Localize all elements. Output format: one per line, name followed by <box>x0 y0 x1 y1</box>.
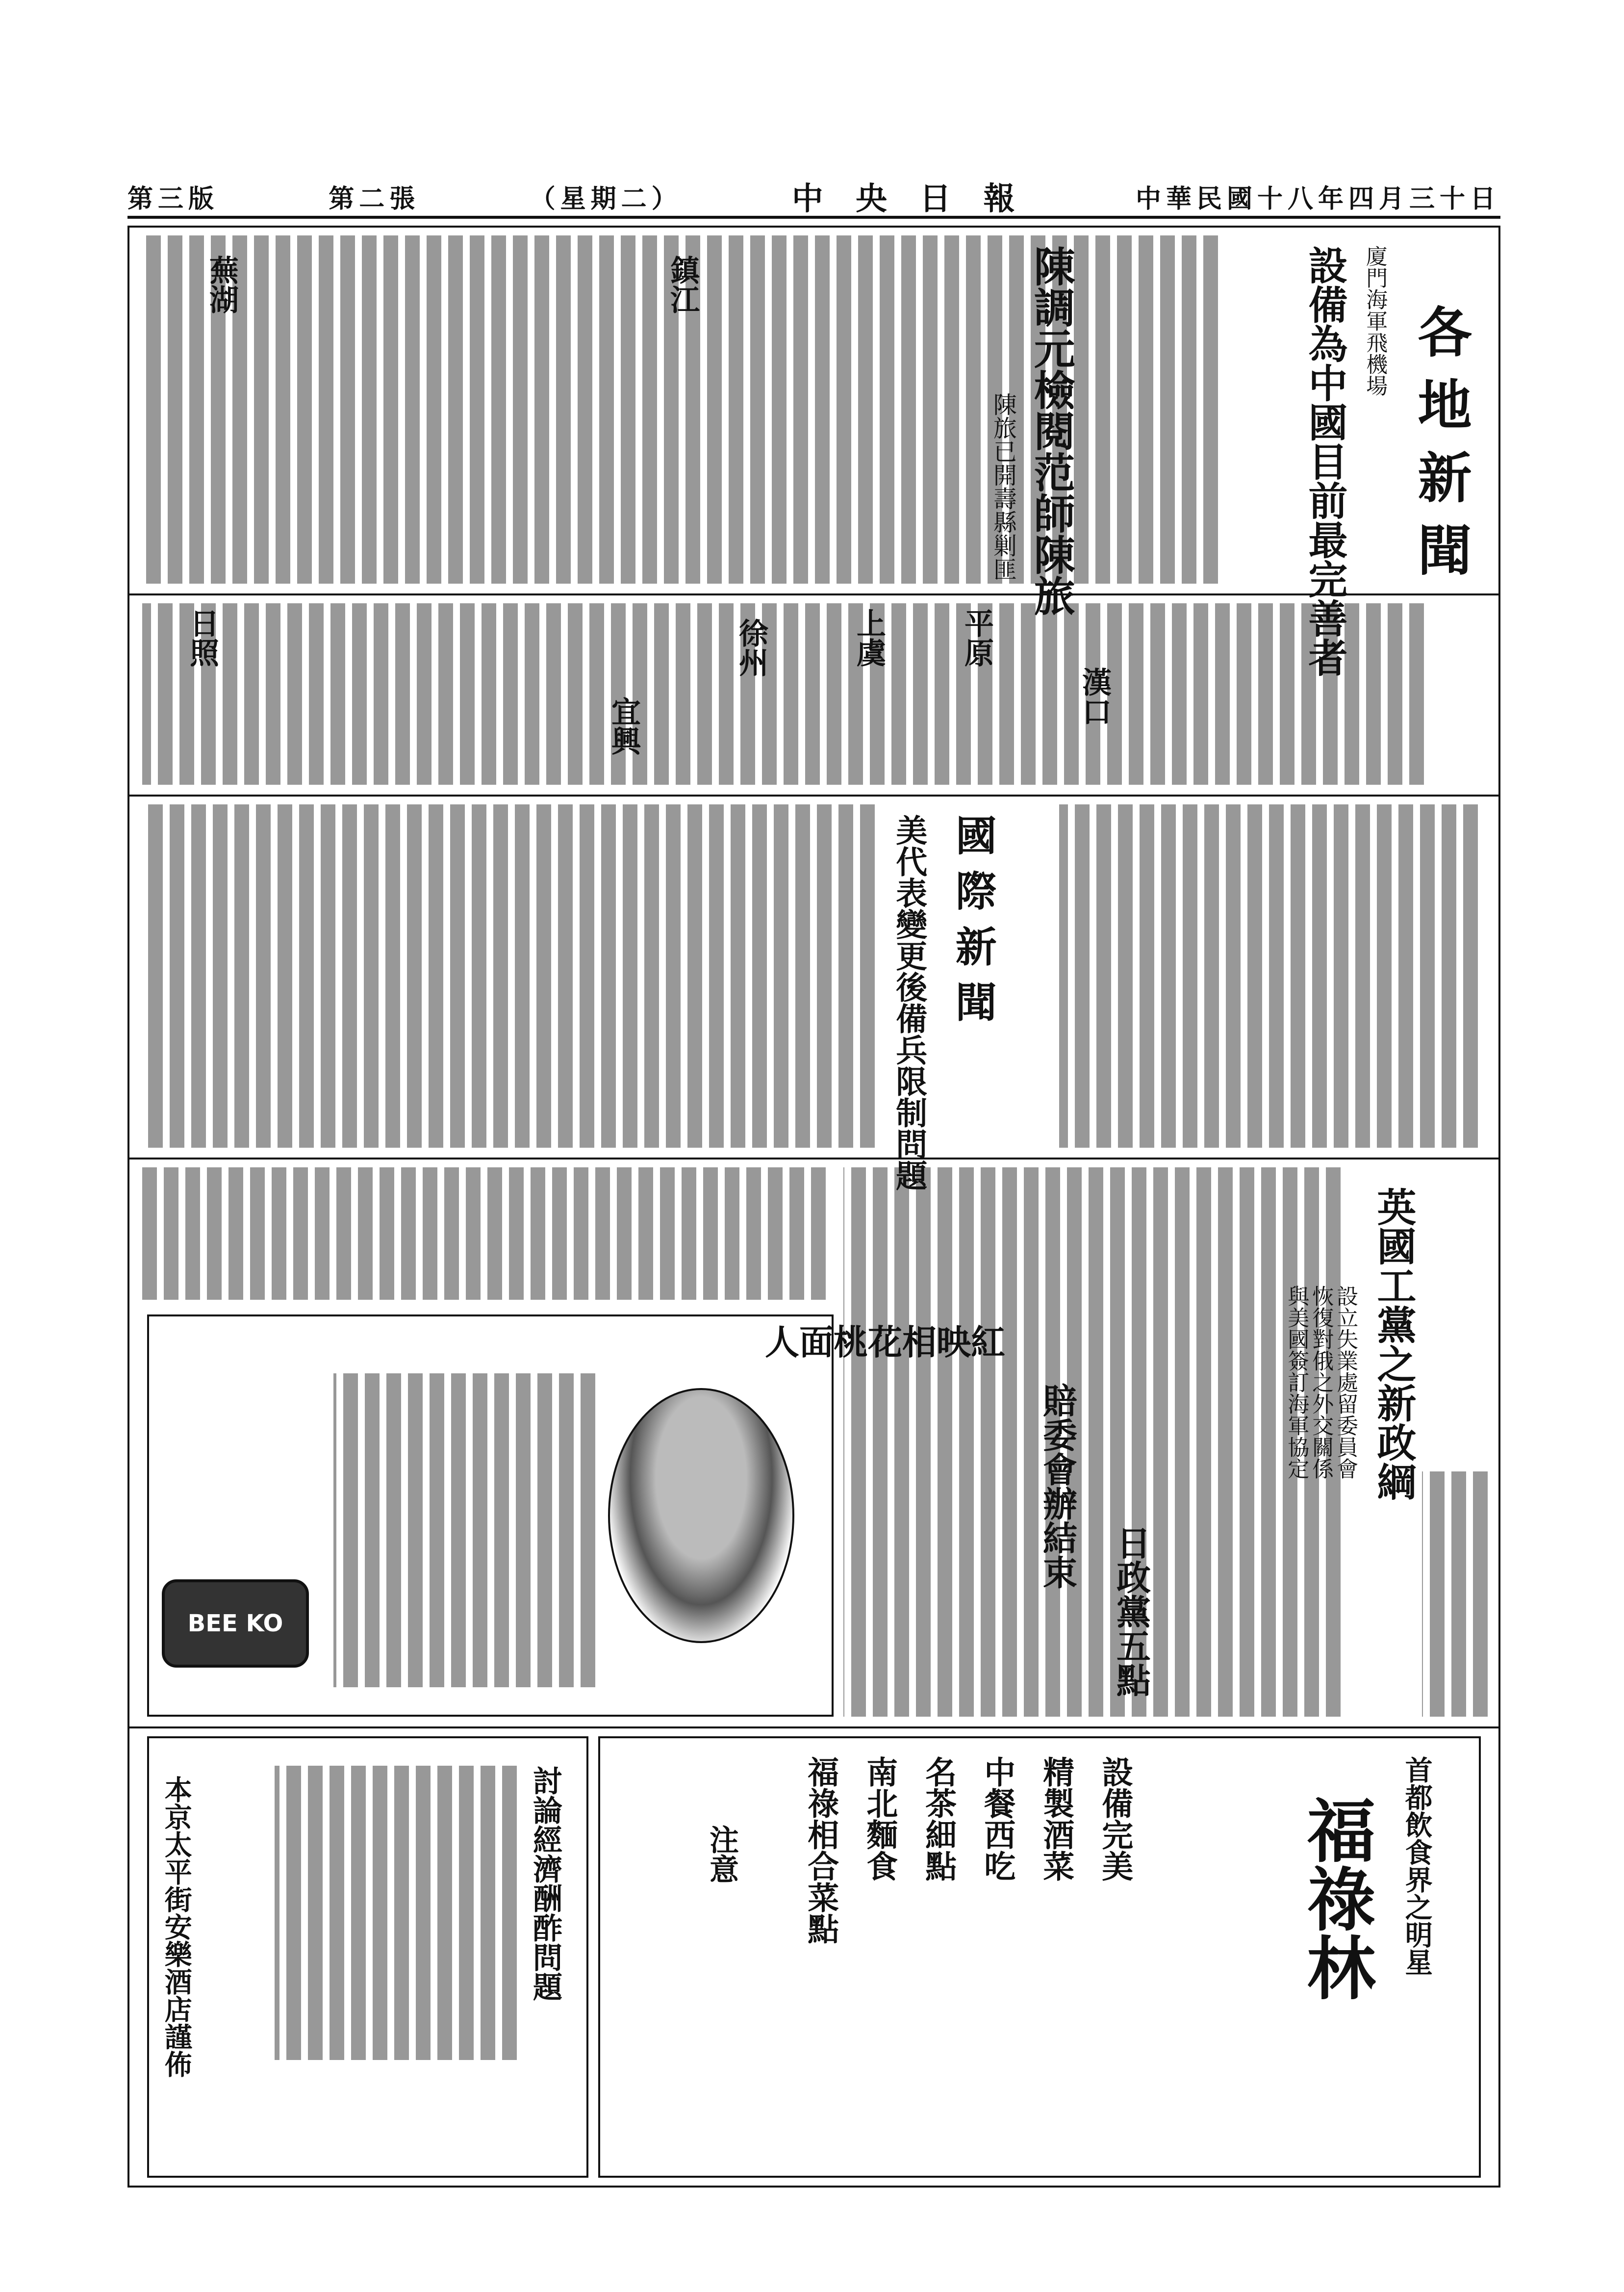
ad-hotel-title: 討論經濟酬酢問題 <box>528 1766 562 2001</box>
body-text <box>1059 804 1481 1148</box>
lady-portrait-icon <box>608 1388 794 1643</box>
labour-subhead-2: 恢復對俄之外交關係 <box>1308 1285 1334 1479</box>
labour-headline: 英國工黨之新政綱 <box>1370 1187 1417 1501</box>
body-text <box>1422 1471 1491 1717</box>
ad-fulu-line: 福祿相合菜點 <box>802 1756 839 1944</box>
masthead <box>127 177 1500 219</box>
place-name: 上虞 <box>852 608 886 667</box>
xiamen-subhead: 廈門海軍飛機場 <box>1362 245 1388 396</box>
ad-fulu-line: 中餐西吃 <box>979 1756 1016 1881</box>
body-text <box>142 804 878 1148</box>
ad-fulu-line: 名茶細點 <box>920 1756 957 1881</box>
ad-text <box>275 1766 520 2060</box>
section-regional: 各 地 新 聞 <box>1409 304 1472 576</box>
issue-date: 中華民國十八年四月三十日 <box>1135 183 1500 214</box>
chen-subhead: 陳旅已開壽縣剿匪 <box>989 392 1017 581</box>
column-rule <box>127 1726 1500 1728</box>
ad-text <box>333 1373 598 1687</box>
body-text <box>843 1167 1344 1717</box>
japan-headline: 日政黨五點 <box>1111 1525 1152 1697</box>
xiamen-headline: 設備為中國目前最完善者 <box>1302 245 1348 677</box>
ad-fulu-name: 福祿林 <box>1295 1795 1376 2001</box>
place-name: 日照 <box>185 608 219 667</box>
column-rule <box>127 593 1500 595</box>
place-name: 漢口 <box>1077 667 1112 726</box>
body-text <box>142 603 1427 785</box>
labour-subhead-1: 設立失業處留委員會 <box>1333 1285 1358 1479</box>
ad-brand: BEE KO <box>187 1610 283 1637</box>
ad-fulu-line: 設備完美 <box>1096 1756 1134 1881</box>
ad-hotel-signature: 本京太平街安樂酒店謹佈 <box>160 1776 193 2078</box>
chen-headline: 陳調元檢閱范師陳旅 <box>1027 245 1076 616</box>
place-name: 宜興 <box>607 696 641 755</box>
place-name: 平原 <box>960 608 994 667</box>
naval-headline: 美代表變更後備兵限制問題 <box>890 814 928 1191</box>
ad-fulu-line: 南北麵食 <box>861 1756 898 1881</box>
ad-fulu-line: 精製酒菜 <box>1038 1756 1075 1881</box>
ad-peach-title: 人面桃花相映紅 <box>765 1322 1005 1363</box>
place-name: 徐州 <box>734 618 768 677</box>
column-rule <box>127 795 1500 797</box>
ad-fulu-tagline: 首都飲食界之明星 <box>1400 1756 1433 1976</box>
ad-fulu-notice: 注意 <box>705 1825 739 1883</box>
section-international: 國 際 新 聞 <box>949 814 998 1022</box>
cream-tin-icon <box>162 1579 309 1668</box>
paper-title: 中 央 日 報 <box>791 180 1026 217</box>
sheet-number: 第二張 <box>329 183 420 214</box>
weekday: （星期二） <box>530 183 682 214</box>
labour-subhead-3: 與美國簽訂海軍協定 <box>1284 1285 1309 1479</box>
place-name: 鎮江 <box>665 255 700 314</box>
place-name: 蕪湖 <box>204 255 239 314</box>
body-text <box>142 1167 829 1300</box>
column-rule <box>127 1158 1500 1159</box>
reparations-headline: 賠委會辦結束 <box>1037 1383 1078 1589</box>
page-number: 第三版 <box>127 183 219 214</box>
